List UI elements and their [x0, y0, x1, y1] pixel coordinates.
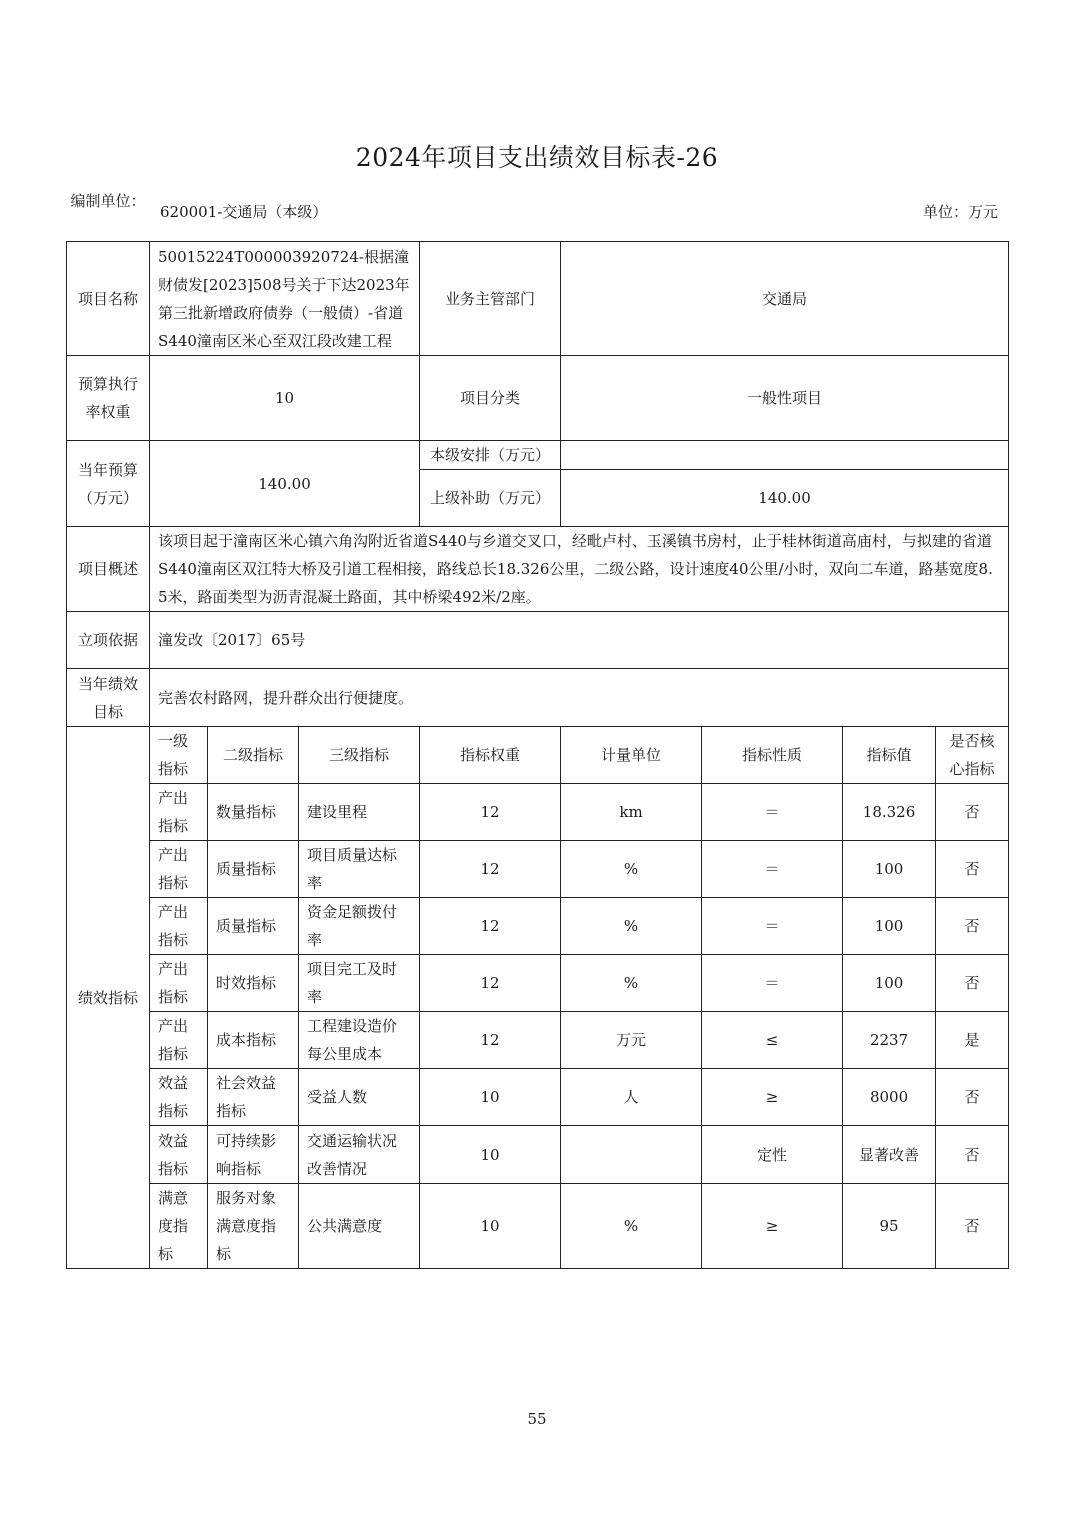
cell-level3: 项目完工及时率	[299, 955, 420, 1012]
header-meta	[66, 188, 1008, 240]
cell-nature: ＝	[702, 955, 843, 1012]
org-value: 620001-交通局（本级）	[160, 203, 328, 221]
header-nature: 指标性质	[702, 727, 843, 784]
unit-label: 单位：万元	[922, 203, 998, 221]
budget-value: 140.00	[150, 441, 420, 527]
header-weight: 指标权重	[420, 727, 561, 784]
cell-level1: 产出指标	[150, 1012, 208, 1069]
cell-unit: %	[561, 841, 702, 898]
category-value: 一般性项目	[561, 356, 1009, 441]
cell-level3: 工程建设造价每公里成本	[299, 1012, 420, 1069]
upper-label: 上级补助（万元）	[420, 470, 561, 527]
indicator-row	[67, 955, 1009, 1012]
cell-level3: 公共满意度	[299, 1184, 420, 1269]
local-label: 本级安排（万元）	[420, 441, 561, 470]
indicator-row	[67, 1012, 1009, 1069]
indicator-row	[67, 1069, 1009, 1126]
cell-value: 显著改善	[843, 1126, 936, 1184]
cell-value: 100	[843, 841, 936, 898]
cell-weight: 10	[420, 1184, 561, 1269]
cell-nature: ≥	[702, 1184, 843, 1269]
goal-row	[67, 669, 1009, 727]
cell-unit: 万元	[561, 1012, 702, 1069]
weight-row	[67, 356, 1009, 441]
cell-nature: ≤	[702, 1012, 843, 1069]
cell-level1: 效益指标	[150, 1126, 208, 1184]
cell-level2: 数量指标	[208, 784, 299, 841]
weight-label: 预算执行率权重	[67, 356, 150, 441]
page-number: 55	[527, 1410, 547, 1428]
indicator-section-label: 绩效指标	[67, 727, 150, 1269]
cell-level2: 时效指标	[208, 955, 299, 1012]
header-level1: 一级指标	[150, 727, 208, 784]
upper-value: 140.00	[561, 470, 1009, 527]
cell-core: 否	[936, 784, 1009, 841]
cell-level2: 可持续影响指标	[208, 1126, 299, 1184]
cell-level1: 产出指标	[150, 841, 208, 898]
cell-level2: 社会效益指标	[208, 1069, 299, 1126]
cell-level2: 成本指标	[208, 1012, 299, 1069]
cell-level1: 产出指标	[150, 898, 208, 955]
performance-table	[66, 241, 1009, 1269]
cell-weight: 10	[420, 1069, 561, 1126]
cell-weight: 12	[420, 955, 561, 1012]
cell-weight: 12	[420, 1012, 561, 1069]
goal-value: 完善农村路网，提升群众出行便捷度。	[150, 669, 1009, 727]
overview-value: 该项目起于潼南区米心镇六角沟附近省道S440与乡道交叉口，经毗卢村、玉溪镇书房村，止于桂林街道高庙村，与拟建的省道S440潼南区双江特大桥及引道工程相接，路线总长18.326公里，二级公路，设计速度40公里/小时，双向二车道，路基宽度8.5米，路面类型为沥青混凝土路面，其中桥梁492米/2座。	[150, 527, 1009, 612]
indicator-header-row	[67, 727, 1009, 784]
cell-value: 95	[843, 1184, 936, 1269]
cell-unit: km	[561, 784, 702, 841]
header-value: 指标值	[843, 727, 936, 784]
overview-label: 项目概述	[67, 527, 150, 612]
cell-core: 是	[936, 1012, 1009, 1069]
indicator-row	[67, 784, 1009, 841]
cell-value: 2237	[843, 1012, 936, 1069]
local-value	[561, 441, 1009, 470]
header-unit: 计量单位	[561, 727, 702, 784]
cell-level2: 服务对象满意度指标	[208, 1184, 299, 1269]
indicator-row	[67, 1184, 1009, 1269]
cell-level1: 效益指标	[150, 1069, 208, 1126]
cell-weight: 12	[420, 841, 561, 898]
project-name-value: 50015224T000003920724-根据潼财债发[2023]508号关于下达2023年第三批新增政府债券（一般债）-省道S440潼南区米心至双江段改建工程	[150, 242, 420, 356]
basis-label: 立项依据	[67, 612, 150, 669]
cell-level3: 建设里程	[299, 784, 420, 841]
budget-label: 当年预算（万元）	[67, 441, 150, 527]
category-label: 项目分类	[420, 356, 561, 441]
budget-row-1	[67, 441, 1009, 470]
cell-nature: ≥	[702, 1069, 843, 1126]
cell-value: 100	[843, 898, 936, 955]
cell-weight: 12	[420, 898, 561, 955]
goal-label: 当年绩效目标	[67, 669, 150, 727]
cell-level3: 交通运输状况改善情况	[299, 1126, 420, 1184]
cell-unit	[561, 1126, 702, 1184]
cell-weight: 10	[420, 1126, 561, 1184]
indicator-row	[67, 898, 1009, 955]
cell-weight: 12	[420, 784, 561, 841]
cell-nature: 定性	[702, 1126, 843, 1184]
org-label: 编制单位：	[70, 192, 146, 210]
weight-value: 10	[150, 356, 420, 441]
cell-nature: ＝	[702, 784, 843, 841]
page-title: 2024年项目支出绩效目标表-26	[355, 143, 719, 172]
cell-unit: %	[561, 955, 702, 1012]
dept-label: 业务主管部门	[420, 242, 561, 356]
cell-value: 18.326	[843, 784, 936, 841]
project-name-row	[67, 242, 1009, 356]
cell-level3: 资金足额拨付率	[299, 898, 420, 955]
cell-level1: 产出指标	[150, 784, 208, 841]
header-level2: 二级指标	[208, 727, 299, 784]
cell-level2: 质量指标	[208, 841, 299, 898]
indicator-row	[67, 1126, 1009, 1184]
cell-level2: 质量指标	[208, 898, 299, 955]
basis-row	[67, 612, 1009, 669]
cell-core: 否	[936, 1069, 1009, 1126]
header-core: 是否核心指标	[936, 727, 1009, 784]
header-level3: 三级指标	[299, 727, 420, 784]
cell-unit: %	[561, 1184, 702, 1269]
cell-level1: 产出指标	[150, 955, 208, 1012]
overview-row	[67, 527, 1009, 612]
cell-core: 否	[936, 955, 1009, 1012]
cell-core: 否	[936, 1184, 1009, 1269]
cell-nature: ＝	[702, 841, 843, 898]
project-name-label: 项目名称	[67, 242, 150, 356]
cell-core: 否	[936, 841, 1009, 898]
cell-unit: 人	[561, 1069, 702, 1126]
cell-level3: 受益人数	[299, 1069, 420, 1126]
cell-value: 100	[843, 955, 936, 1012]
cell-level1: 满意度指标	[150, 1184, 208, 1269]
basis-value: 潼发改〔2017〕65号	[150, 612, 1009, 669]
indicator-row	[67, 841, 1009, 898]
cell-core: 否	[936, 898, 1009, 955]
dept-value: 交通局	[561, 242, 1009, 356]
cell-level3: 项目质量达标率	[299, 841, 420, 898]
cell-nature: ＝	[702, 898, 843, 955]
cell-core: 否	[936, 1126, 1009, 1184]
cell-value: 8000	[843, 1069, 936, 1126]
cell-unit: %	[561, 898, 702, 955]
